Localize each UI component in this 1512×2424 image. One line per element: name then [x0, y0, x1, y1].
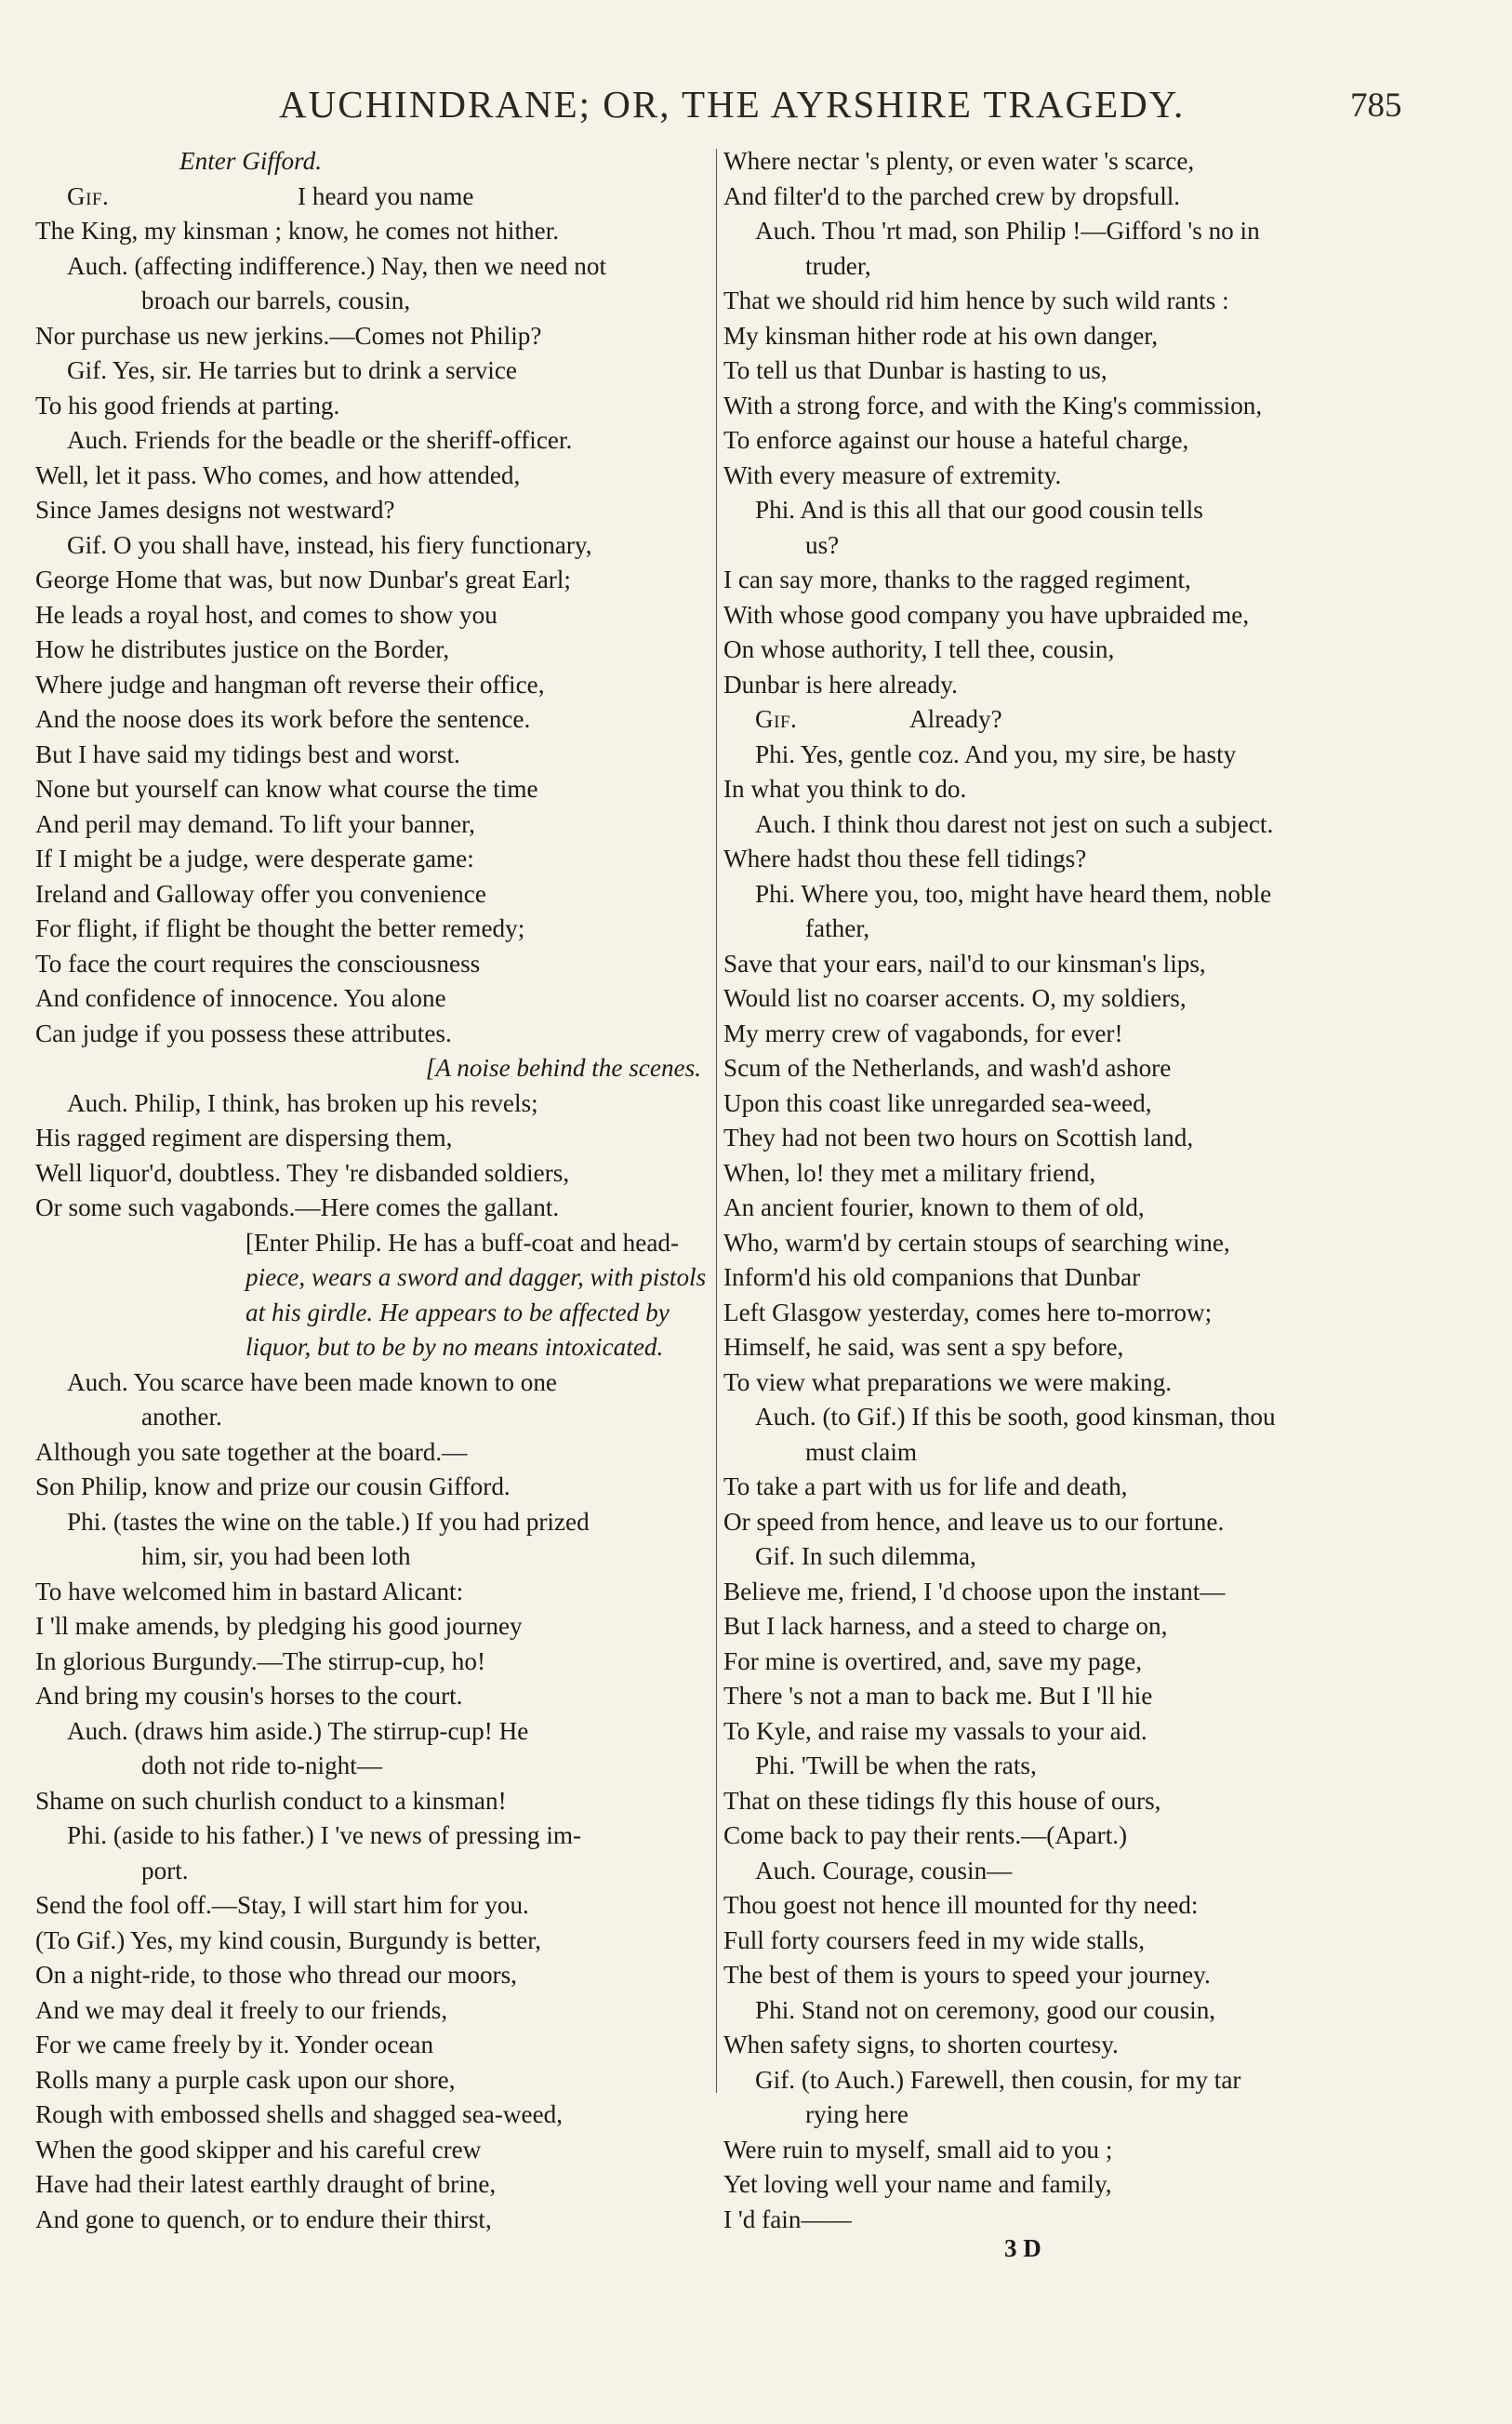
text-line: Where nectar 's plenty, or even water 's scarce, — [723, 147, 1195, 175]
right-column — [723, 144, 1382, 2237]
text-line: Rough with embossed shells and shagged sea-weed, — [35, 2100, 564, 2128]
text-line: In what you think to do. — [723, 775, 967, 803]
text-line — [723, 702, 1382, 738]
left-column — [35, 144, 707, 2237]
text-line: When safety signs, to shorten courtesy. — [723, 2031, 1119, 2058]
text-line: Well liquor'd, doubtless. They 're disbanded soldiers, — [35, 1158, 570, 1187]
text-line: Auch. (affecting indifference.) Nay, then we need not — [67, 251, 607, 280]
text-line: Himself, he said, was sent a spy before, — [723, 1333, 1124, 1361]
text-line: Who, warm'd by certain stoups of searching wine, — [723, 1228, 1230, 1257]
text-line: To tell us that Dunbar is hasting to us, — [723, 356, 1107, 384]
text-line: I 'd fain—— — [723, 2204, 852, 2233]
text-line: Shame on such churlish conduct to a kinsman! — [35, 1786, 507, 1815]
text-line: None but yourself can know what course the time — [35, 775, 538, 803]
text-line: Scum of the Netherlands, and wash'd ashore — [723, 1054, 1172, 1082]
text-line: Believe me, friend, I 'd choose upon the instant— — [723, 1577, 1226, 1605]
text-line: When, lo! they met a military friend, — [723, 1158, 1096, 1187]
text-line: Yet loving well your name and family, — [723, 2170, 1112, 2198]
text-line: him, sir, you had been loth — [141, 1542, 411, 1570]
speaker-name: Gif. — [755, 705, 798, 733]
text-line: But I lack harness, and a steed to charge on, — [723, 1612, 1168, 1640]
text-line: Phi. (tastes the wine on the table.) If you had prized — [67, 1507, 590, 1536]
text-line: If I might be a judge, were desperate game: — [35, 845, 474, 872]
text-line: Thou goest not hence ill mounted for thy need: — [723, 1891, 1199, 1919]
text-line: Well, let it pass. Who comes, and how attended, — [35, 460, 521, 489]
text-line: broach our barrels, cousin, — [141, 286, 411, 314]
text-line: port. — [141, 1856, 189, 1885]
text-line: In glorious Burgundy.—The stirrup-cup, ho! — [35, 1646, 486, 1675]
text-line: truder, — [805, 251, 871, 280]
text-line: And peril may demand. To lift your banner, — [35, 809, 475, 838]
text-line: doth not ride to-night— — [141, 1751, 383, 1779]
text-line: Auch. (to Gif.) If this be sooth, good kinsman, thou — [755, 1403, 1276, 1431]
text-line: His ragged regiment are dispersing them, — [35, 1124, 453, 1152]
text-line: And we may deal it freely to our friends, — [35, 1995, 448, 2024]
text-line: And bring my cousin's horses to the court. — [35, 1682, 463, 1710]
text-line: Auch. (draws him aside.) The stirrup-cup! He — [67, 1716, 529, 1745]
text-line: To take a part with us for life and death, — [723, 1472, 1128, 1500]
text-line: They had not been two hours on Scottish land, — [723, 1124, 1194, 1152]
text-line: He leads a royal host, and comes to show you — [35, 600, 497, 629]
text-line: With every measure of extremity. — [723, 460, 1062, 489]
text-line: at his girdle. He appears to be affected by — [245, 1298, 670, 1326]
text-line: Auch. Courage, cousin— — [755, 1856, 1013, 1885]
text-line: Send the fool off.—Stay, I will start him for you. — [35, 1891, 529, 1919]
text-line: For we came freely by it. Yonder ocean — [35, 2031, 434, 2058]
text-line: Phi. And is this all that our good cousin tells — [755, 496, 1203, 524]
text-line: Left Glasgow yesterday, comes here to-morrow; — [723, 1298, 1213, 1326]
column-divider — [716, 149, 717, 2093]
text-line: us? — [805, 530, 840, 559]
signature-mark: 3 D — [1004, 2234, 1041, 2262]
text-line: To Kyle, and raise my vassals to your aid. — [723, 1716, 1147, 1745]
text-line: piece, wears a sword and dagger, with pistols — [245, 1263, 707, 1291]
text-line: Since James designs not westward? — [35, 496, 395, 524]
text-line: Auch. I think thou darest not jest on such a subject. — [755, 809, 1274, 838]
text-line: Dunbar is here already. — [723, 670, 958, 699]
text-line: Were ruin to myself, small aid to you ; — [723, 2135, 1113, 2164]
text-line: Full forty coursers feed in my wide stalls, — [723, 1925, 1146, 1954]
text-line: Phi. (aside to his father.) I 've news of pressing im- — [67, 1821, 582, 1849]
text-line: Gif. Yes, sir. He tarries but to drink a service — [67, 356, 517, 384]
page-header — [0, 82, 1512, 138]
text-line: On whose authority, I tell thee, cousin, — [723, 635, 1115, 663]
text-line: And confidence of innocence. You alone — [35, 984, 446, 1012]
text-line: To his good friends at parting. — [35, 391, 340, 420]
text-line: father, — [805, 914, 870, 942]
text-line: Auch. Philip, I think, has broken up his revels; — [67, 1088, 538, 1117]
text-line: For flight, if flight be thought the better remedy; — [35, 914, 525, 942]
text-line: An ancient fourier, known to them of old, — [723, 1193, 1145, 1221]
text-line: My kinsman hither rode at his own danger, — [723, 321, 1159, 350]
text-line: [Enter Philip. He has a buff-coat and head- — [245, 1228, 680, 1257]
text-line: Rolls many a purple cask upon our shore, — [35, 2065, 456, 2094]
text-line: liquor, but to be by no means intoxicated. — [245, 1333, 664, 1361]
text-line: Phi. Where you, too, might have heard them, noble — [755, 879, 1272, 908]
text-line: With a strong force, and with the King's commission, — [723, 391, 1263, 420]
text-line: George Home that was, but now Dunbar's great Earl; — [35, 566, 571, 593]
text-line: That we should rid him hence by such wild rants : — [723, 286, 1229, 314]
text-line: Although you sate together at the board.— — [35, 1437, 468, 1466]
text-line: Auch. You scarce have been made known to one — [67, 1367, 557, 1396]
text-line: Enter Gifford. — [179, 147, 323, 175]
text-line: Or some such vagabonds.—Here comes the gallant. — [35, 1193, 560, 1221]
speaker-name: Gif. — [67, 181, 110, 210]
text-line: Phi. Yes, gentle coz. And you, my sire, be hasty — [755, 739, 1237, 768]
text-line: There 's not a man to back me. But I 'll hie — [723, 1682, 1153, 1710]
text-line: Auch. Friends for the beadle or the sheriff-officer. — [67, 426, 573, 454]
text-line: The King, my kinsman ; know, he comes not hither. — [35, 217, 560, 245]
text-line: When the good skipper and his careful crew — [35, 2135, 482, 2164]
text-line: How he distributes justice on the Border, — [35, 635, 450, 663]
text-line: I 'll make amends, by pledging his good journey — [35, 1612, 523, 1640]
text-line: Where hadst thou these fell tidings? — [723, 845, 1087, 872]
text-line: Auch. Thou 'rt mad, son Philip !—Gifford 's no in — [755, 217, 1260, 245]
line-text: I heard you name — [298, 181, 474, 210]
text-line: With whose good company you have upbraided me, — [723, 600, 1250, 629]
text-line: Nor purchase us new jerkins.—Comes not Philip? — [35, 321, 542, 350]
text-line: another. — [141, 1403, 222, 1431]
page-number: 785 — [1350, 87, 1402, 125]
text-line: [A noise behind the scenes. — [425, 1054, 701, 1082]
running-title: AUCHINDRANE; OR, THE AYRSHIRE TRAGEDY. — [279, 83, 1186, 126]
text-line: My merry crew of vagabonds, for ever! — [723, 1019, 1123, 1047]
text-line: Phi. 'Twill be when the rats, — [755, 1751, 1037, 1779]
text-line: The best of them is yours to speed your journey. — [723, 1961, 1211, 1989]
text-line: Phi. Stand not on ceremony, good our cousin, — [755, 1995, 1216, 2024]
text-line: I can say more, thanks to the ragged regiment, — [723, 566, 1191, 593]
text-line: Upon this coast like unregarded sea-weed, — [723, 1088, 1152, 1117]
text-line: And the noose does its work before the sentence. — [35, 705, 531, 733]
text-line: And filter'd to the parched crew by dropsfull. — [723, 181, 1181, 210]
text-line: Can judge if you possess these attributes. — [35, 1019, 452, 1047]
text-line: Gif. (to Auch.) Farewell, then cousin, for my tar — [755, 2065, 1241, 2094]
text-line: rying here — [805, 2100, 909, 2128]
text-line: Have had their latest earthly draught of brine, — [35, 2170, 497, 2198]
text-line: Gif. In such dilemma, — [755, 1542, 976, 1570]
text-line: Inform'd his old companions that Dunbar — [723, 1263, 1141, 1291]
text-line: Where judge and hangman oft reverse their office, — [35, 670, 545, 699]
text-line: That on these tidings fly this house of ours, — [723, 1786, 1161, 1815]
text-line: But I have said my tidings best and worst. — [35, 739, 460, 768]
text-line: Or speed from hence, and leave us to our fortune. — [723, 1507, 1225, 1536]
text-line: Come back to pay their rents.—(Apart.) — [723, 1821, 1128, 1849]
line-text: Already? — [909, 705, 1002, 733]
text-line: (To Gif.) Yes, my kind cousin, Burgundy is better, — [35, 1925, 542, 1954]
text-line: Son Philip, know and prize our cousin Gifford. — [35, 1472, 511, 1500]
text-line: On a night-ride, to those who thread our moors, — [35, 1961, 517, 1989]
text-line: To enforce against our house a hateful charge, — [723, 426, 1189, 454]
text-line: Ireland and Galloway offer you convenience — [35, 879, 486, 908]
text-line: Gif. O you shall have, instead, his fiery functionary, — [67, 530, 592, 559]
text-line: And gone to quench, or to endure their thirst, — [35, 2204, 492, 2233]
text-line: For mine is overtired, and, save my page, — [723, 1646, 1142, 1675]
text-line: To face the court requires the consciousness — [35, 949, 481, 978]
text-line — [35, 180, 707, 215]
text-line: To have welcomed him in bastard Alicant: — [35, 1577, 464, 1605]
text-line: must claim — [805, 1437, 918, 1466]
text-line: Would list no coarser accents. O, my soldiers, — [723, 984, 1187, 1012]
text-line: Save that your ears, nail'd to our kinsman's lips, — [723, 949, 1206, 978]
text-line: To view what preparations we were making. — [723, 1367, 1173, 1396]
